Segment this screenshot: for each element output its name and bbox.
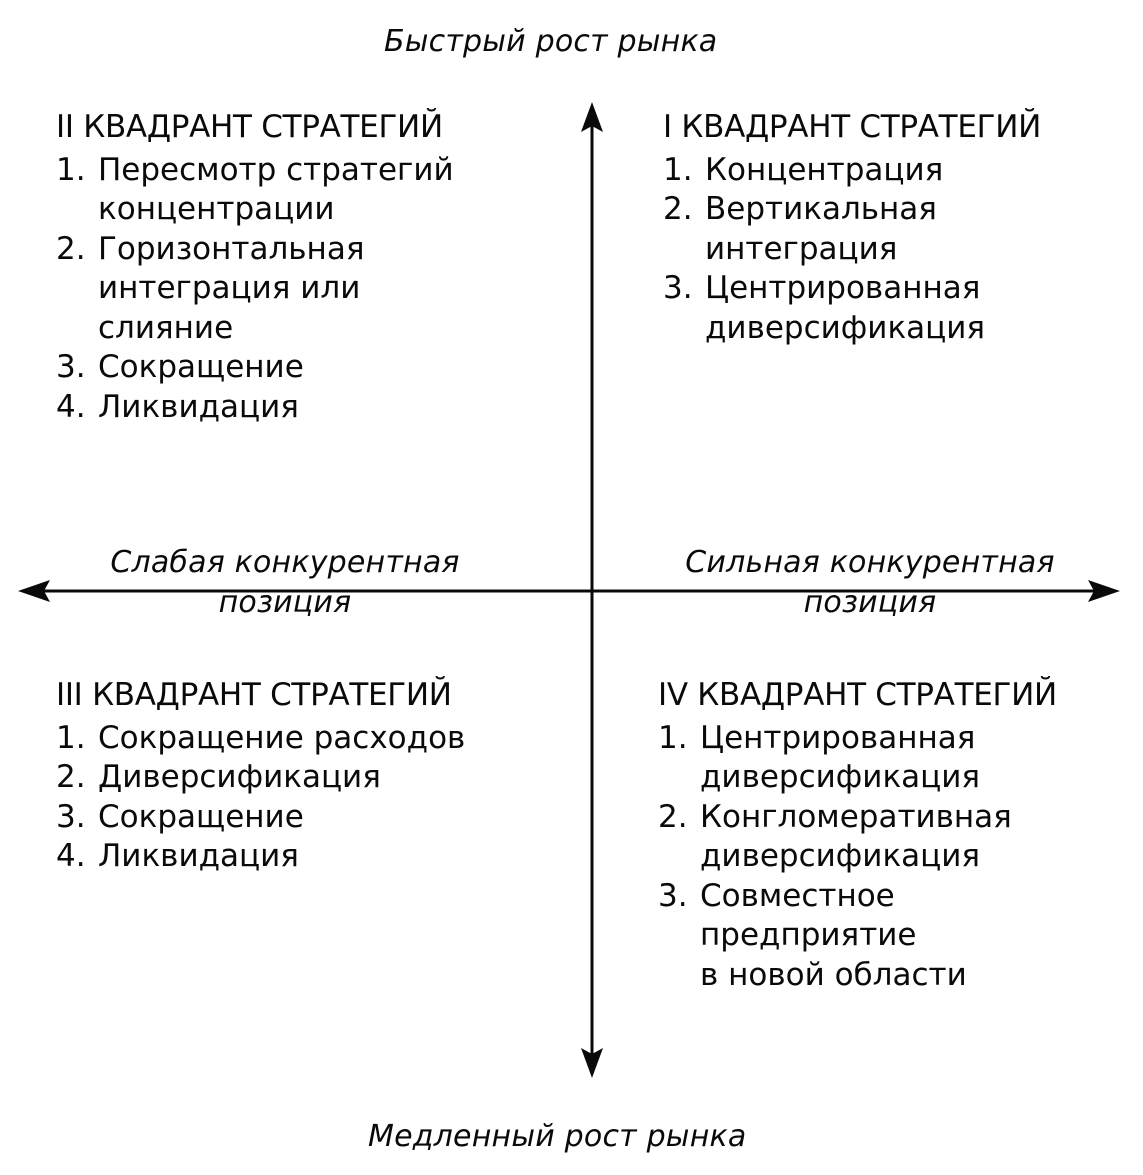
quadrant-IV [658,676,1057,995]
item-number: 1. [658,719,688,756]
item-number: 3. [663,270,693,306]
item-number: 4. [56,388,86,425]
axis-label-right-line1: Сильная конкурентная [685,545,1055,580]
quadrant-I [663,108,1041,348]
list-item [56,230,454,349]
item-text: Концентрация [705,151,944,188]
item-text: Сокращение [98,798,304,835]
list-item [56,388,454,428]
quadrant-II [56,108,454,427]
axis-label-left-line1: Слабая конкурентная [110,545,460,580]
list-item [56,837,465,877]
list-item [663,269,1041,348]
item-number: 3. [658,877,688,914]
strategy-list [56,151,454,428]
item-number: 2. [56,759,86,795]
item-number: 2. [56,230,86,267]
item-number: 1. [56,719,86,756]
quadrant-title: I КВАДРАНТ СТРАТЕГИЙ [663,109,1041,145]
axis-label-top: Быстрый рост рынка [384,24,718,59]
quadrant-title: II КВАДРАНТ СТРАТЕГИЙ [56,109,443,145]
axis-label-right [650,546,1090,620]
axis-label-left [70,546,500,620]
axis-label-right-line2: позиция [803,585,937,620]
item-text: Диверсификация [98,759,381,795]
list-item [56,348,454,388]
item-number: 3. [56,349,86,385]
strategy-list [56,719,465,877]
axis-label-bottom: Медленный рост рынка [368,1119,747,1154]
item-text: Ликвидация [98,388,299,425]
item-text: Пересмотр стратегий концентрации [98,151,454,227]
quadrant-title: III КВАДРАНТ СТРАТЕГИЙ [56,677,452,713]
list-item [56,151,454,230]
list-item [56,758,465,798]
list-item [663,190,1041,269]
item-text: Сокращение расходов [98,719,466,756]
list-item [658,798,1057,877]
item-text: Ликвидация [98,838,299,874]
item-text: Конгломеративная диверсификация [700,798,1012,874]
list-item [658,877,1057,996]
item-number: 1. [663,151,693,188]
list-item [663,151,1041,191]
strategy-list [663,151,1041,349]
quadrant-title: IV КВАДРАНТ СТРАТЕГИЙ [658,677,1057,713]
item-text: Совместное предприятие в новой области [700,877,967,993]
list-item [56,798,465,838]
item-text: Горизонтальная интеграция или слияние [98,230,365,346]
list-item [658,719,1057,798]
quadrant-III [56,676,465,877]
item-text: Центрированная диверсификация [700,719,981,795]
list-item [56,719,465,759]
item-number: 3. [56,798,86,835]
item-number: 4. [56,838,86,874]
item-text: Сокращение [98,349,304,385]
item-text: Вертикальная интеграция [705,191,937,267]
item-text: Центрированная диверсификация [705,270,986,346]
item-number: 2. [658,798,688,835]
item-number: 2. [663,191,693,227]
strategy-list [658,719,1057,996]
axis-label-left-line2: позиция [218,585,352,620]
item-number: 1. [56,151,86,188]
